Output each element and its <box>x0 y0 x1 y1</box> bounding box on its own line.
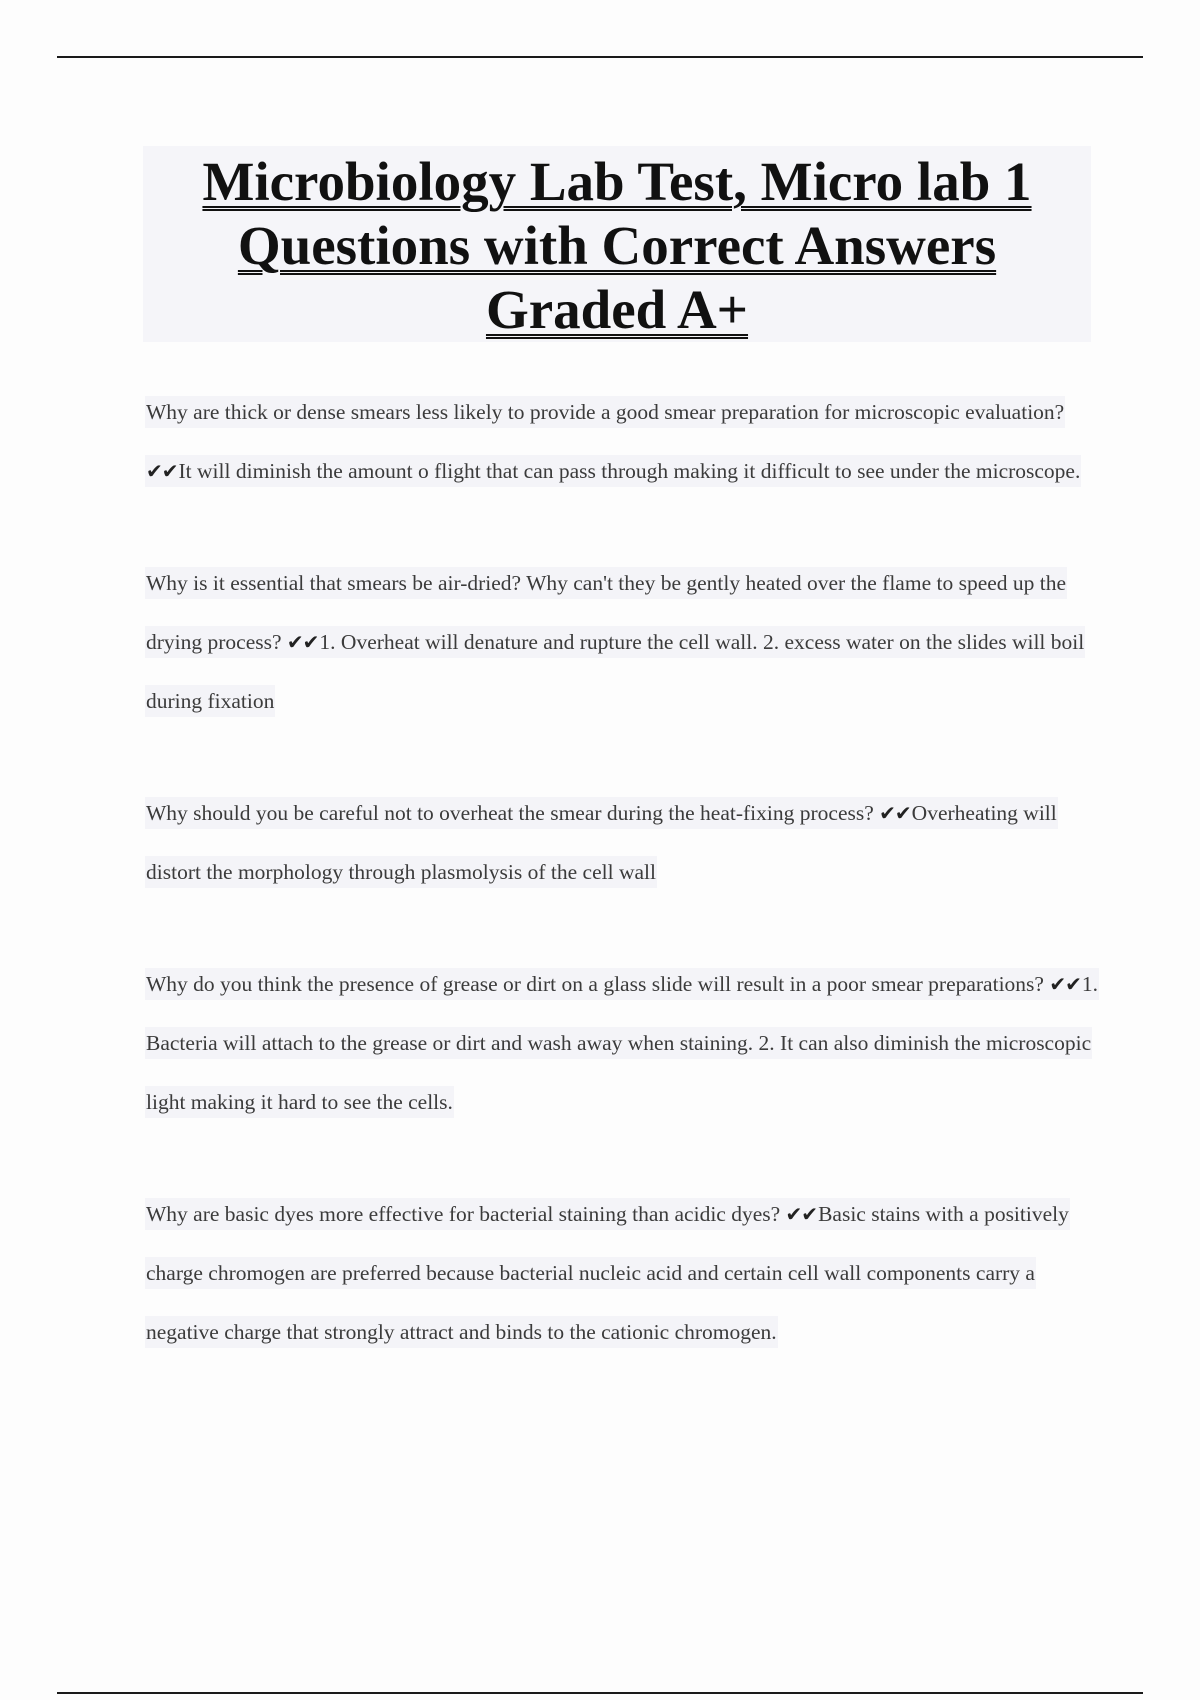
question-text: Why are basic dyes more effective for bacterial staining than acidic dyes? <box>146 1202 781 1226</box>
document-title <box>143 146 1091 342</box>
qa-item-2 <box>145 554 1105 731</box>
top-rule <box>57 56 1143 58</box>
double-check-icon: ✔✔ <box>286 630 319 654</box>
double-check-icon: ✔✔ <box>879 801 911 825</box>
answer-text: 1. Bacteria will attach to the grease or dirt and wash away when staining. 2. It can also diminish the microscopic light making it hard to see the cells. <box>146 972 1098 1114</box>
qa-item-3 <box>145 784 1105 902</box>
bottom-rule <box>57 1692 1143 1694</box>
question-text: Why are thick or dense smears less likely to provide a good smear preparation for microscopic evaluation? <box>146 400 1065 424</box>
qa-item-1 <box>145 383 1105 501</box>
question-text: Why should you be careful not to overheat the smear during the heat-fixing process? <box>146 801 874 825</box>
double-check-icon: ✔✔ <box>785 1202 818 1226</box>
double-check-icon: ✔✔ <box>1049 972 1081 996</box>
answer-text: Overheating will distort the morphology through plasmolysis of the cell wall <box>146 801 1057 884</box>
qa-item-5 <box>145 1185 1105 1362</box>
title-line-1: Microbiology Lab Test, Micro lab 1 <box>202 151 1032 212</box>
qa-list <box>145 383 1105 1415</box>
answer-text: 1. Overheat will denature and rupture the cell wall. 2. excess water on the slides will boil during fixation <box>146 630 1085 713</box>
answer-text: It will diminish the amount o flight that can pass through making it difficult to see under the microscope. <box>178 459 1081 483</box>
title-line-3: Graded A+ <box>485 279 749 340</box>
qa-item-4 <box>145 955 1105 1132</box>
answer-text: Basic stains with a positively charge chromogen are preferred because bacterial nucleic acid and certain cell wall components carry a negative charge that strongly attract and binds to the cationic chromogen. <box>146 1202 1069 1344</box>
title-line-2: Questions with Correct Answers <box>237 215 997 276</box>
question-text: Why is it essential that smears be air-dried? Why can't they be gently heated over the flame to speed up the drying process? <box>146 571 1067 654</box>
title-box <box>143 146 1091 342</box>
double-check-icon: ✔✔ <box>146 459 178 483</box>
question-text: Why do you think the presence of grease or dirt on a glass slide will result in a poor smear preparations? <box>146 972 1044 996</box>
